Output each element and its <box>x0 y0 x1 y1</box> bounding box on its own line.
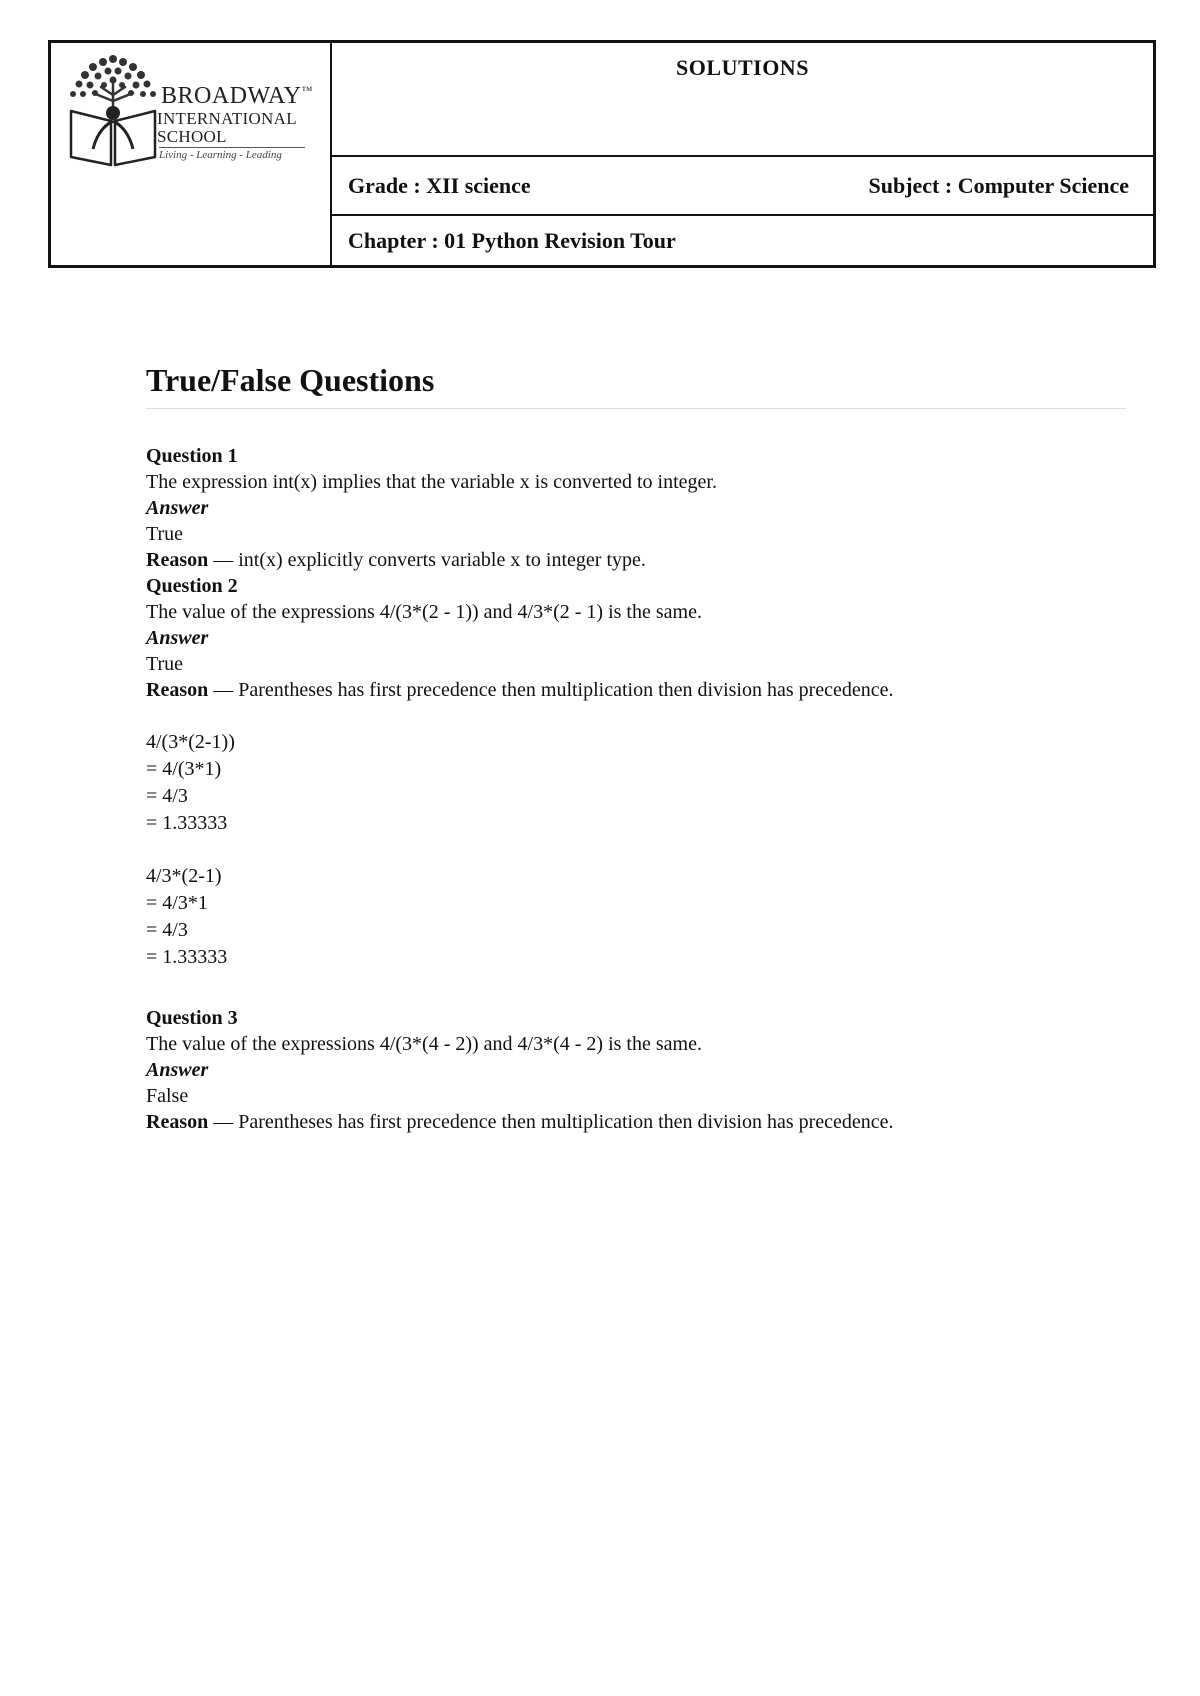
reason-text: — Parentheses has first precedence then multiplication then division has precedence. <box>208 1111 894 1133</box>
calc-line: = 4/3*1 <box>146 892 208 914</box>
trademark-mark: ™ <box>301 85 313 97</box>
question-text: The value of the expressions 4/(3*(4 - 2)) and 4/3*(4 - 2) is the same. <box>146 1033 702 1055</box>
calc-line: = 4/(3*1) <box>146 758 222 780</box>
section-title: True/False Questions <box>146 360 1126 409</box>
school-name-line3: SCHOOL <box>157 127 227 146</box>
answer-label: Answer <box>146 627 209 649</box>
answer-value: True <box>146 523 184 545</box>
grade-label: Grade : XII science <box>348 172 531 198</box>
reason-label: Reason <box>146 679 209 701</box>
school-tagline: Living - Learning - Leading <box>159 149 282 161</box>
reason <box>146 677 1126 703</box>
subject-label: Subject : Computer Science <box>868 172 1129 198</box>
reason-text: — Parentheses has first precedence then multiplication then division has precedence. <box>208 679 894 701</box>
chapter-row <box>332 216 1153 265</box>
header-info <box>332 43 1153 265</box>
calc-line: 4/(3*(2-1)) <box>146 731 235 753</box>
grade-subject-row <box>332 157 1153 216</box>
reason-label: Reason <box>146 549 209 571</box>
school-name: BROADWAY™ <box>161 83 313 109</box>
reason <box>146 547 1126 573</box>
question-block <box>146 443 1126 573</box>
tree-book-logo-icon <box>65 49 161 167</box>
answer-value: True <box>146 653 184 675</box>
question-block <box>146 1005 1126 1135</box>
calc-line: 4/3*(2-1) <box>146 865 222 887</box>
question-heading: Question 1 <box>146 445 238 467</box>
answer-value: False <box>146 1085 189 1107</box>
question-block <box>146 573 1126 971</box>
school-logo <box>51 43 332 265</box>
reason <box>146 1109 1126 1135</box>
chapter-label: Chapter : 01 Python Revision Tour <box>348 227 676 253</box>
document-body <box>146 360 1126 1135</box>
answer-label: Answer <box>146 1059 209 1081</box>
calc-line: = 4/3 <box>146 785 188 807</box>
document-title: SOLUTIONS <box>332 43 1153 157</box>
calc-line: = 4/3 <box>146 919 188 941</box>
logo-divider <box>159 147 305 148</box>
question-text: The value of the expressions 4/(3*(2 - 1)) and 4/3*(2 - 1) is the same. <box>146 601 702 623</box>
document-header <box>48 40 1156 268</box>
calculation-steps <box>146 729 1126 837</box>
reason-text: — int(x) explicitly converts variable x to integer type. <box>208 549 646 571</box>
question-text: The expression int(x) implies that the variable x is converted to integer. <box>146 471 717 493</box>
reason-label: Reason <box>146 1111 209 1133</box>
calc-line: = 1.33333 <box>146 946 228 968</box>
question-heading: Question 2 <box>146 575 238 597</box>
school-name-line2: INTERNATIONAL <box>157 109 297 128</box>
answer-label: Answer <box>146 497 209 519</box>
calculation-steps <box>146 863 1126 971</box>
question-heading: Question 3 <box>146 1007 238 1029</box>
calc-line: = 1.33333 <box>146 812 228 834</box>
